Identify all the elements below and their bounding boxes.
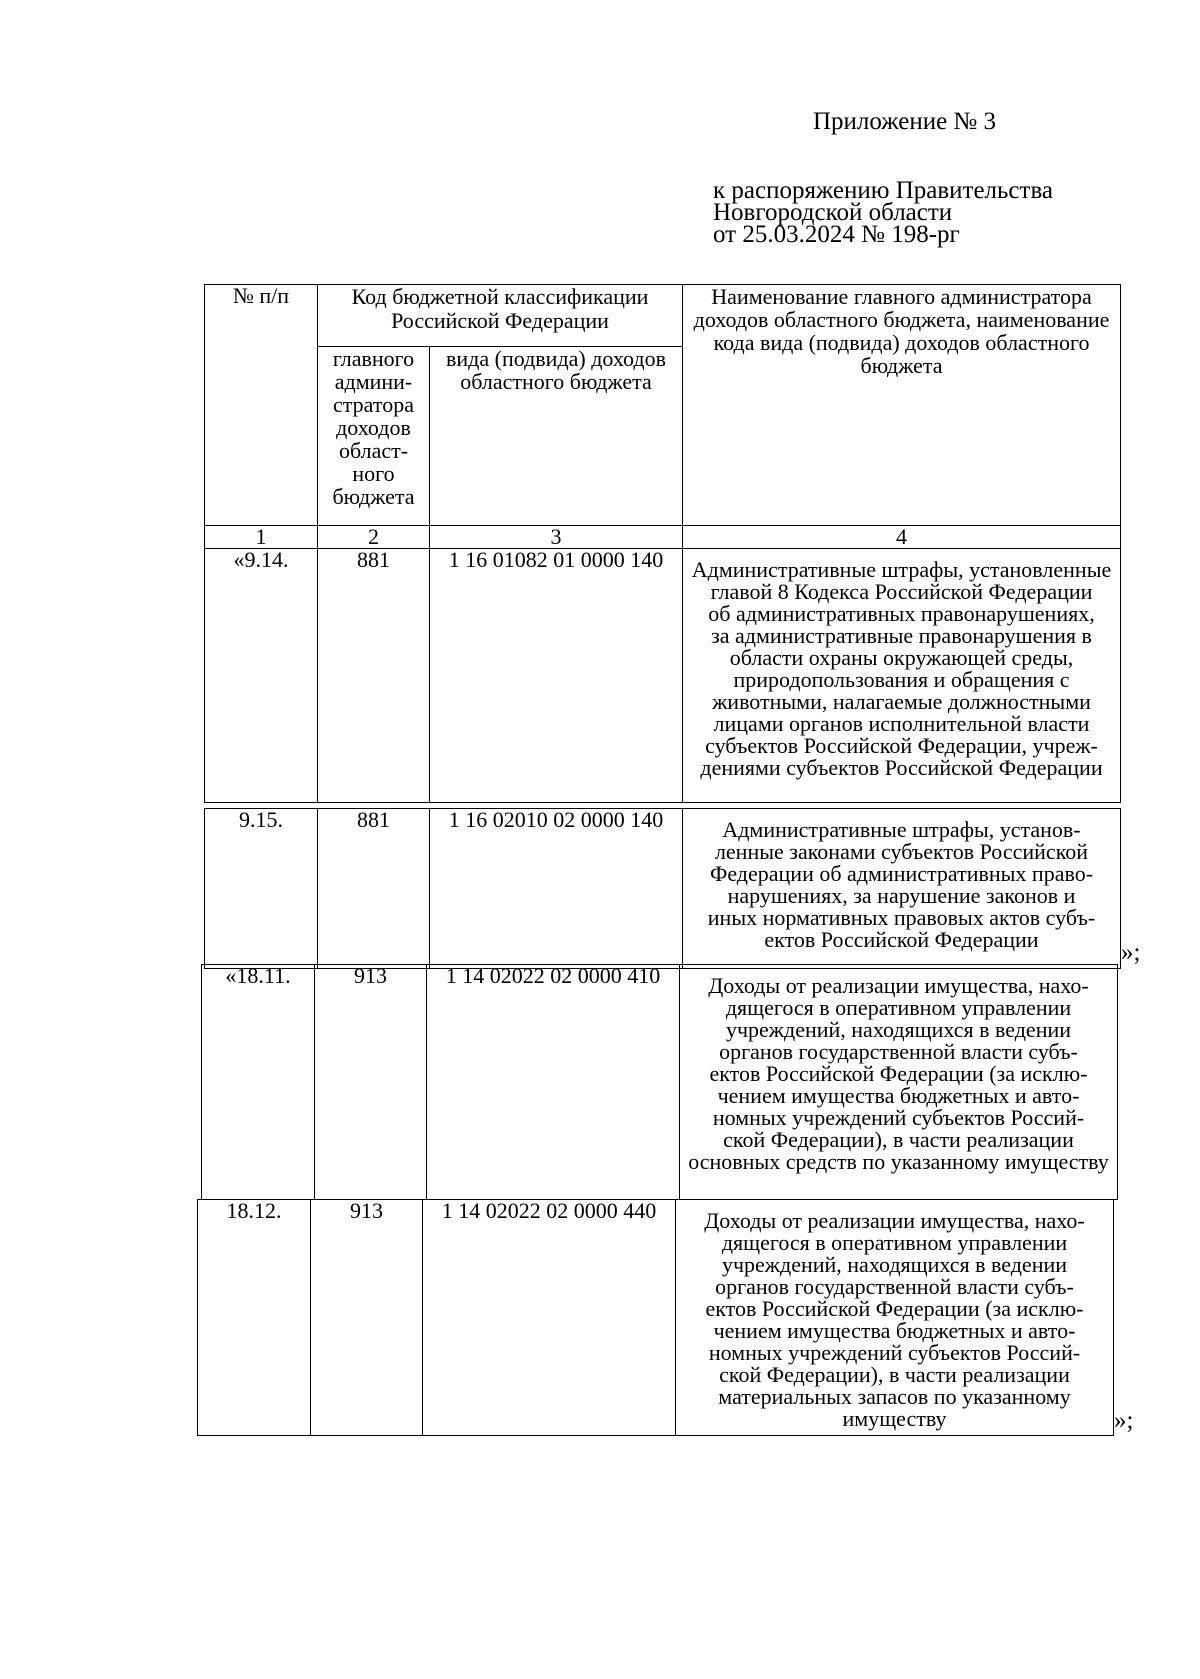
row-number: 18.12. — [198, 1200, 311, 1436]
row-description: Административные штрафы, установ- ленные законами субъектов Российской Федерации об административных право- нарушениях, за нарушение законов и иных нормативных правовых актов субъ- ектов Российской Федерации — [683, 809, 1121, 969]
header-name-col: Наименование главного администратора доходов областного бюджета, наименование кода вида (подвида) доходов областного бюджета — [683, 285, 1121, 526]
closing-quote: »; — [1121, 939, 1141, 966]
annex-title: Приложение № 3 — [813, 108, 997, 135]
table-row — [201, 964, 1118, 1200]
header-table — [204, 284, 1121, 549]
row-income-code: 1 16 01082 01 0000 140 — [430, 549, 683, 803]
annex-line: Новгородской области — [713, 199, 953, 226]
column-number: 4 — [683, 526, 1121, 549]
row-admin-code: 913 — [311, 1200, 423, 1436]
column-number: 1 — [205, 526, 318, 549]
header-num-col: № п/п — [205, 285, 318, 526]
closing-quote: »; — [1114, 1407, 1134, 1434]
row-number: «9.14. — [205, 549, 318, 803]
row-income-code: 1 14 02022 02 0000 410 — [427, 965, 680, 1200]
row-admin-code: 881 — [318, 549, 430, 803]
row-number: «18.11. — [202, 965, 315, 1200]
row-income-code: 1 14 02022 02 0000 440 — [423, 1200, 676, 1436]
header-code-group: Код бюджетной классификации Российской Федерации — [318, 285, 683, 347]
row-income-code: 1 16 02010 02 0000 140 — [430, 809, 683, 969]
column-number: 2 — [318, 526, 430, 549]
row-admin-code: 913 — [315, 965, 427, 1200]
row-admin-code: 881 — [318, 809, 430, 969]
annex-reference — [713, 177, 1054, 248]
table-row — [197, 1199, 1114, 1436]
row-number: 9.15. — [205, 809, 318, 969]
annex-line: к распоряжению Правительства — [713, 177, 1054, 204]
row-description: Доходы от реализации имущества, нахо- дящегося в оперативном управлении учреждений, находящихся в ведении органов государственной власти субъ- ектов Российской Федерации (за исклю- чением имущества бюджетных и авто- номных учреждений субъектов Россий- ской Федерации), в части реализации материальных запасов по указанному имуществу — [676, 1200, 1114, 1436]
table-row — [204, 808, 1121, 969]
header-admin-col: главного админи- стратора доходов област- ного бюджета — [318, 347, 430, 526]
table-row — [204, 548, 1121, 803]
column-number: 3 — [430, 526, 683, 549]
annex-line: от 25.03.2024 № 198-рг — [713, 221, 960, 248]
row-description: Доходы от реализации имущества, нахо- дящегося в оперативном управлении учреждений, находящихся в ведении органов государственной власти субъ- ектов Российской Федерации (за исклю- чением имущества бюджетных и авто- номных учреждений субъектов Россий- ской Федерации), в части реализации основных средств по указанному имуществу — [680, 965, 1118, 1200]
header-kind-col: вида (подвида) доходов областного бюджета — [430, 347, 683, 526]
row-description: Административные штрафы, установленные главой 8 Кодекса Российской Федерации об административных правонарушениях, за административные правонарушения в области охраны окружающей среды, природопользования и обращения с животными, налагаемые должностными лицами органов исполнительной власти субъектов Российской Федерации, учреж- дениями субъектов Российской Федерации — [683, 549, 1121, 803]
